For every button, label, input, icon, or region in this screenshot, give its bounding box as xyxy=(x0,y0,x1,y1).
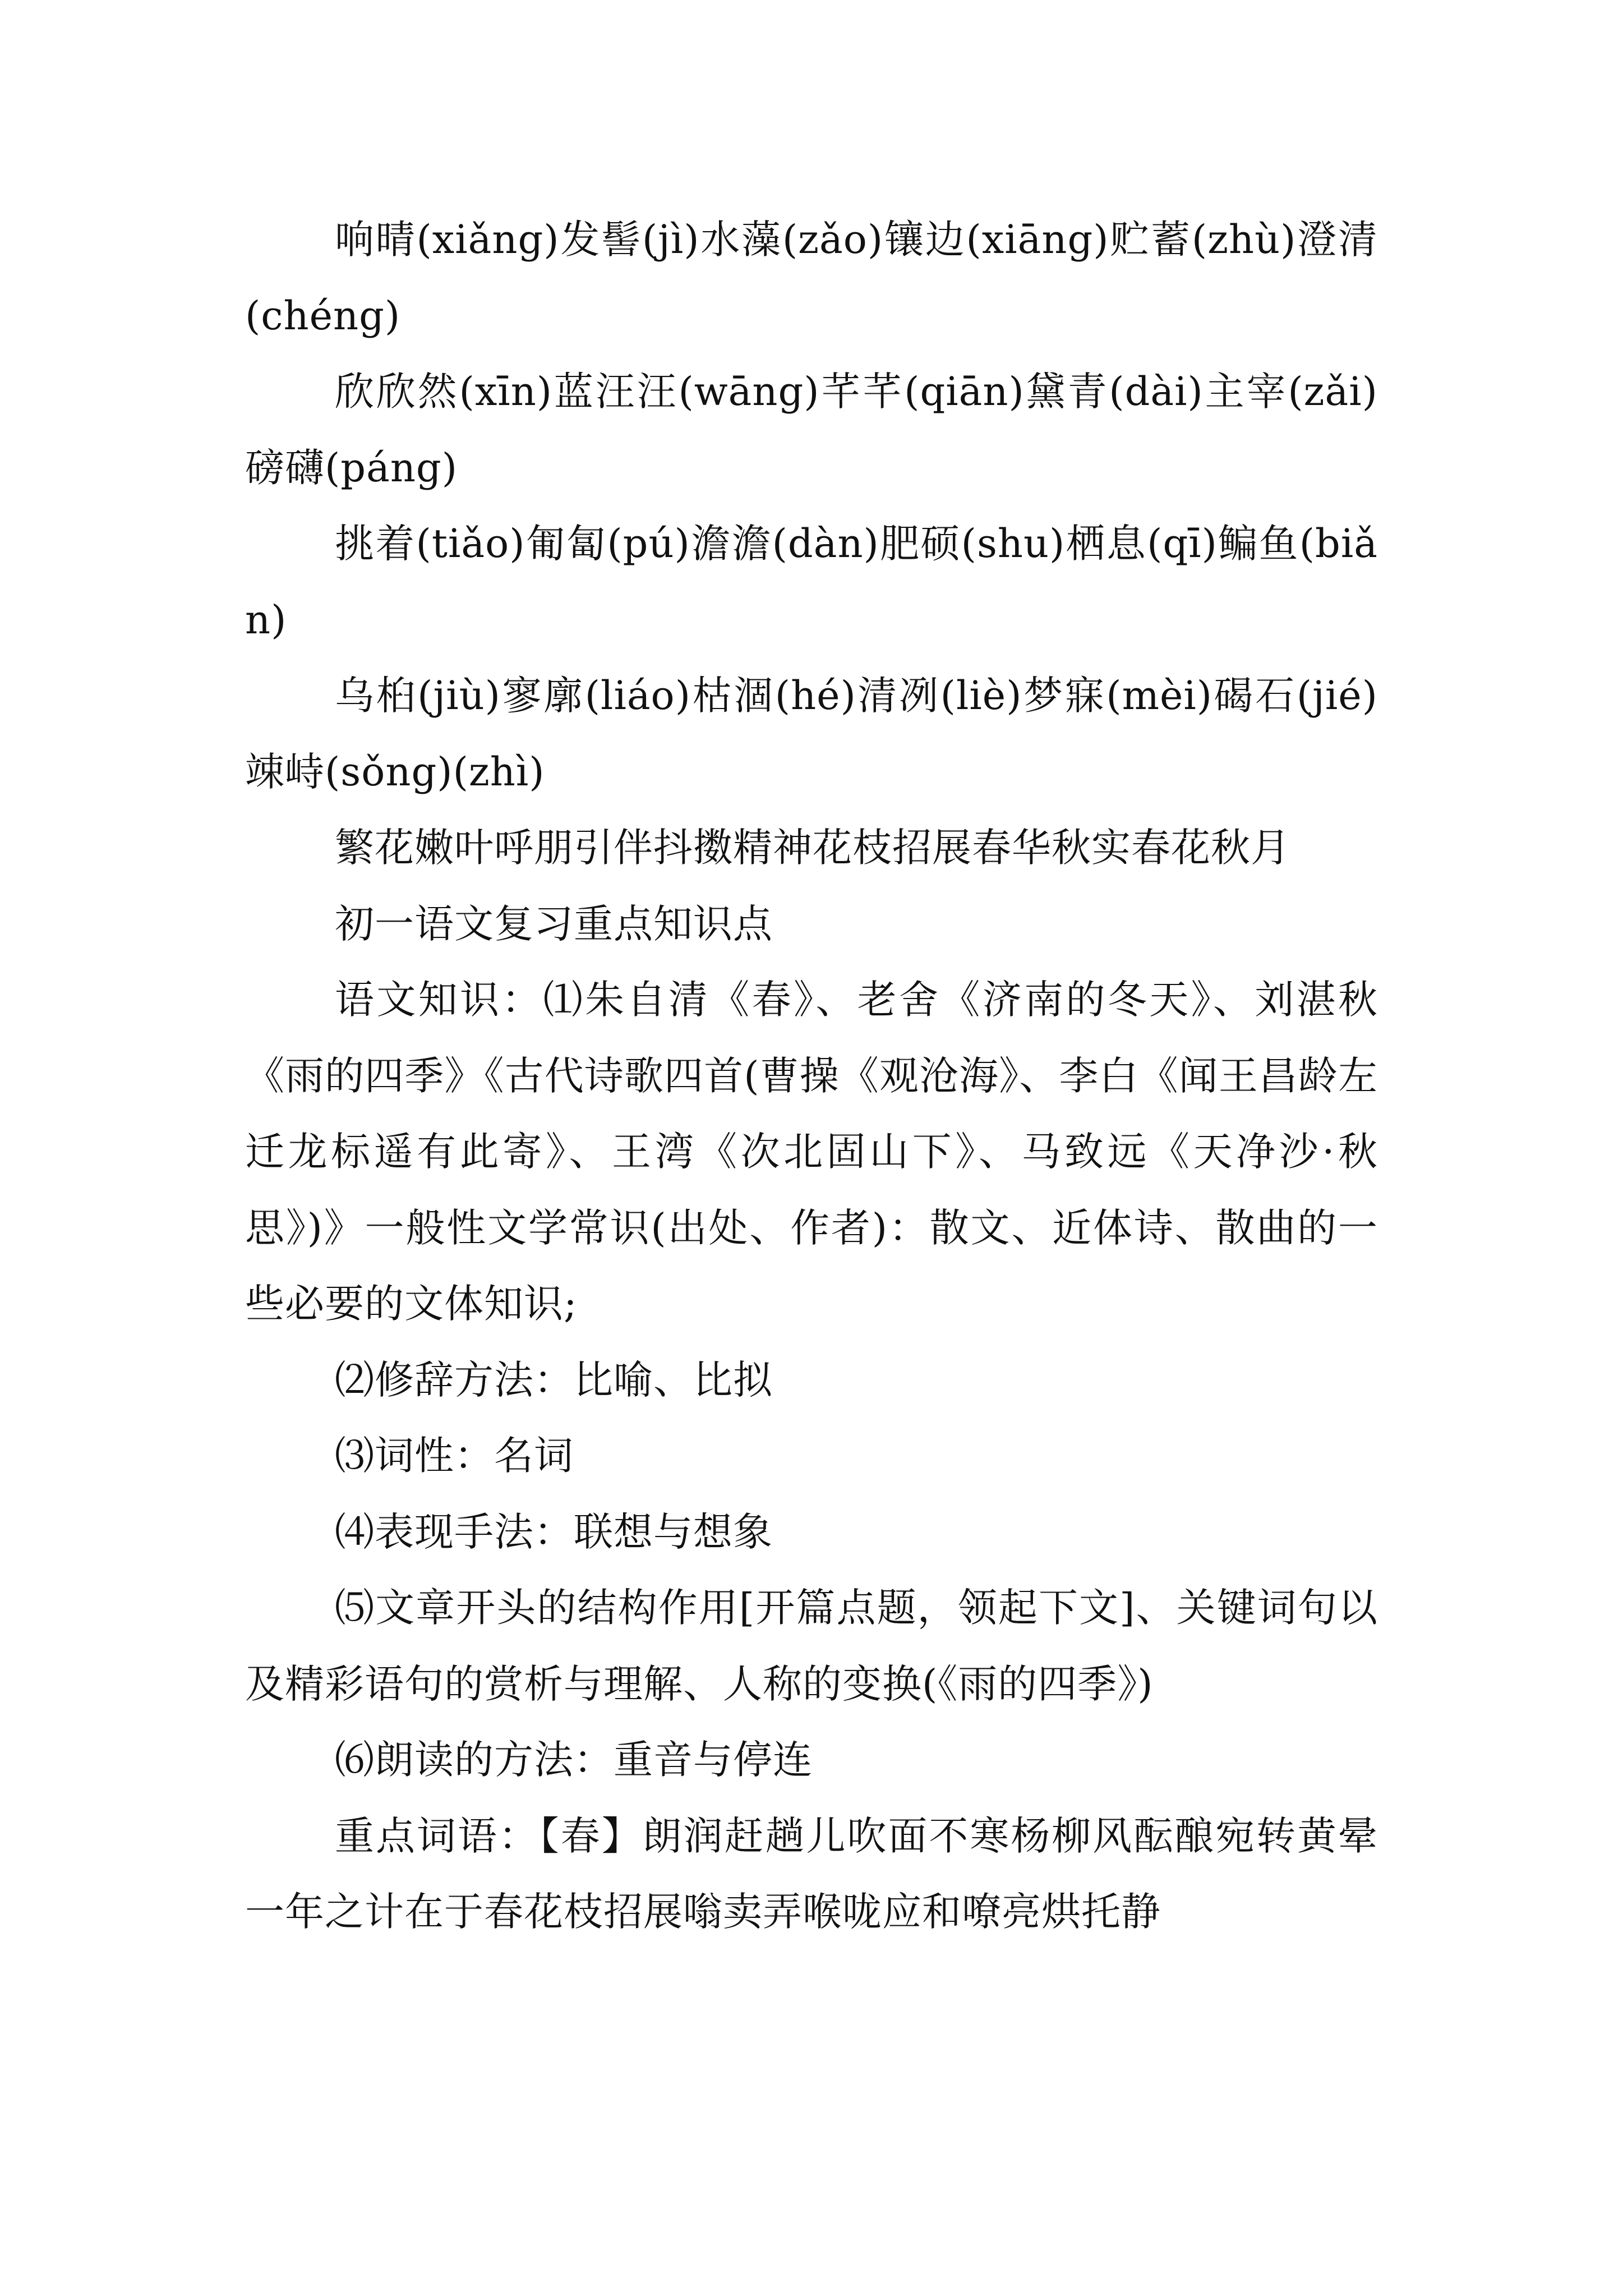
structure-function-paragraph: ⑸文章开头的结构作用[开篇点题，领起下文]、关键词句以及精彩语句的赏析与理解、人称的变换(《雨的四季》) xyxy=(245,1585,1378,1707)
rhetoric-paragraph: ⑵修辞方法：比喻、比拟 xyxy=(335,1356,773,1403)
key-words-paragraph: 重点词语：【春】朗润赶趟儿吹面不寒杨柳风酝酿宛转黄晕一年之计在于春花枝招展嗡卖弄喉咙应和嘹亮烘托静 xyxy=(245,1812,1378,1935)
pinyin-paragraph-1: 响晴(xiǎng)发髻(jì)水藻(zǎo)镶边(xiāng)贮蓄(zhù)澄清(chéng) xyxy=(245,217,1378,339)
section-heading: 初一语文复习重点知识点 xyxy=(335,900,773,947)
pinyin-paragraph-4: 乌桕(jiù)寥廓(liáo)枯涸(hé)清冽(liè)梦寐(mèi)碣石(jié)竦峙(sǒng)(zhì) xyxy=(245,673,1378,795)
idiom-paragraph: 繁花嫩叶呼朋引伴抖擞精神花枝招展春华秋实春花秋月 xyxy=(335,825,1290,871)
reading-method-paragraph: ⑹朗读的方法：重音与停连 xyxy=(335,1737,813,1783)
pinyin-paragraph-3: 挑着(tiǎo)匍匐(pú)澹澹(dàn)肥硕(shu)栖息(qī)鳊鱼(biǎn) xyxy=(245,521,1378,643)
expression-technique-paragraph: ⑷表现手法：联想与想象 xyxy=(335,1508,773,1555)
part-of-speech-paragraph: ⑶词性：名词 xyxy=(335,1433,574,1479)
pinyin-paragraph-2: 欣欣然(xīn)蓝汪汪(wāng)芊芊(qiān)黛青(dài)主宰(zǎi)磅礴(páng) xyxy=(245,369,1378,491)
language-knowledge-paragraph: 语文知识：⑴朱自清《春》、老舍《济南的冬天》、刘湛秋《雨的四季》《古代诗歌四首(曹操《观沧海》、李白《闻王昌龄左迁龙标遥有此寄》、王湾《次北固山下》、马致远《天净沙·秋思》)》一般性文学常识(出处、作者)：散文、近体诗、散曲的一些必要的文体知识; xyxy=(245,977,1378,1327)
document-body xyxy=(245,202,1378,1950)
